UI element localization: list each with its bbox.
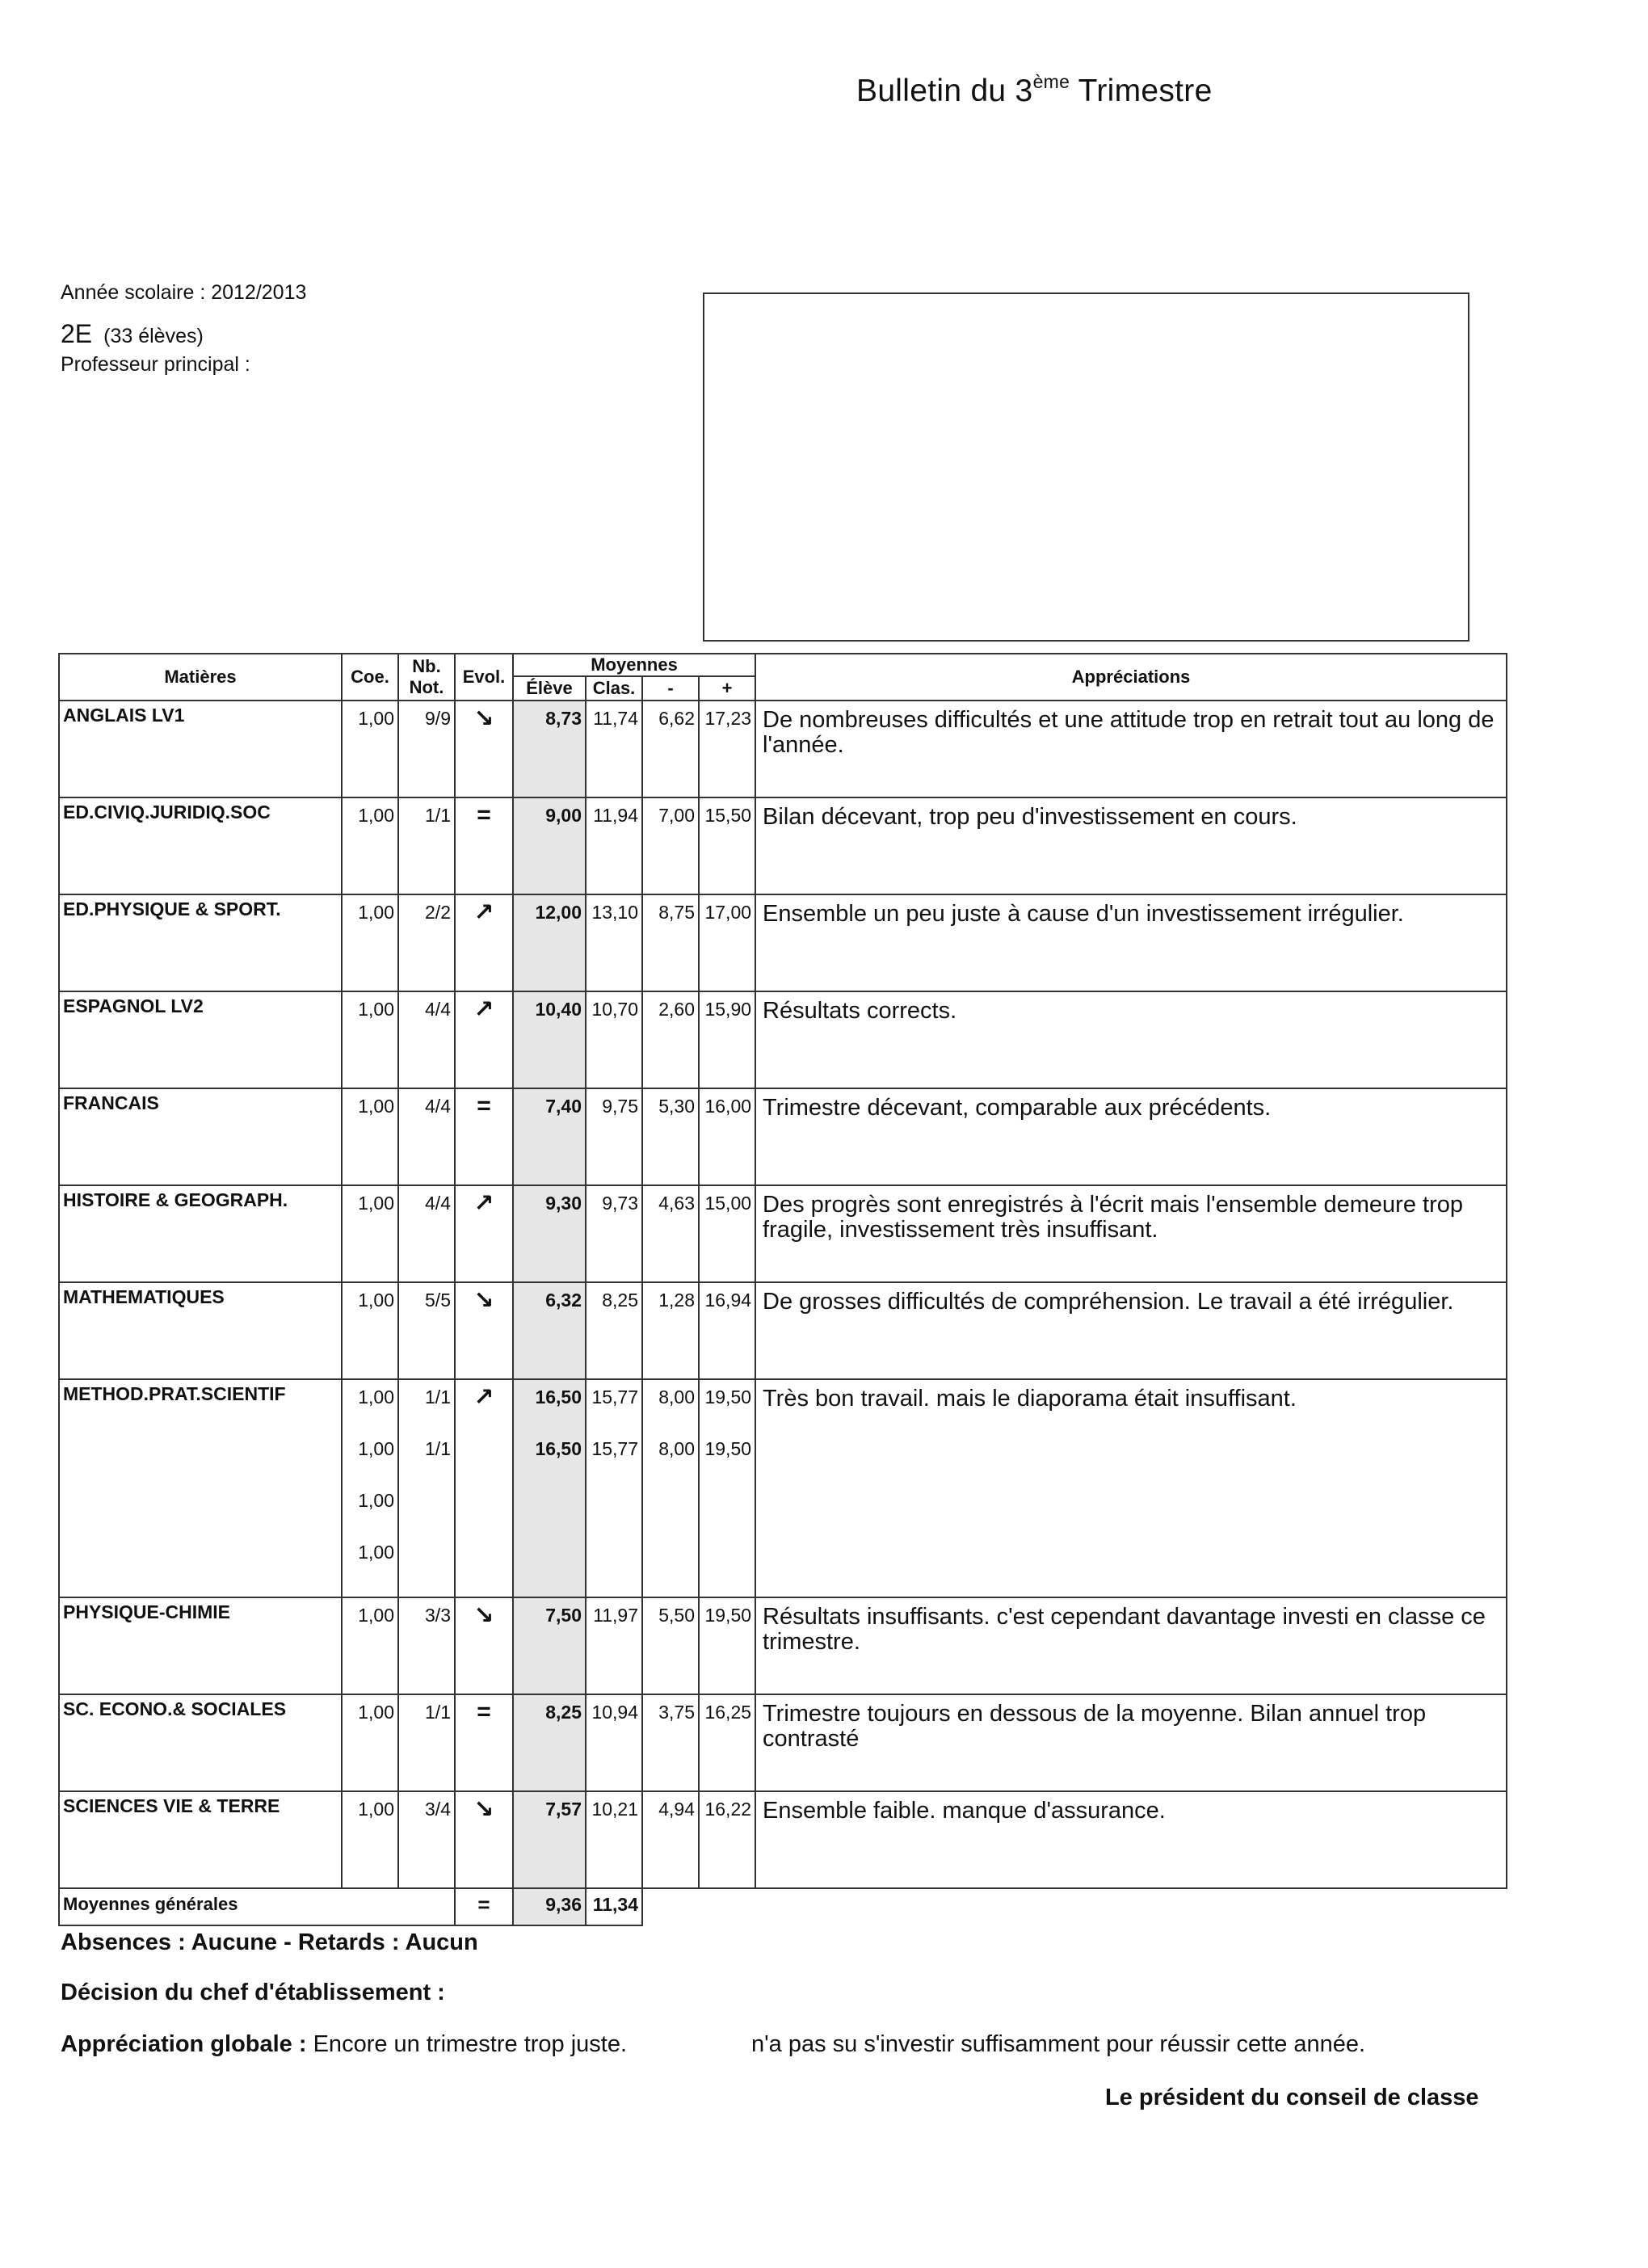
appreciation-text: Des progrès sont enregistrés à l'écrit mais l'ensemble demeure trop fragile, investissement très insuffisant. — [755, 1185, 1507, 1282]
appreciation-text: Trimestre décevant, comparable aux précédents. — [755, 1088, 1507, 1185]
evolution-icon: ↗ — [455, 1185, 513, 1282]
max-cell — [699, 1379, 755, 1597]
max-cell-extra-value: 19,50 — [704, 1438, 752, 1459]
min-cell-value: 4,94 — [658, 1799, 695, 1820]
min-cell — [642, 1185, 699, 1282]
evolution-icon: ↘ — [455, 1791, 513, 1888]
clas-cell-value: 10,21 — [591, 1799, 638, 1820]
eleve-cell — [513, 1791, 586, 1888]
appreciation-text: Ensemble un peu juste à cause d'un investissement irrégulier. — [755, 894, 1507, 991]
coe-cell-extra-value: 1,00 — [358, 1542, 394, 1563]
coe-cell — [342, 1379, 398, 1597]
clas-cell-extra-value — [586, 1490, 638, 1512]
coe-cell — [342, 1282, 398, 1379]
subject-name: ED.CIVIQ.JURIDIQ.SOC — [59, 797, 342, 894]
eleve-cell-value: 16,50 — [535, 1386, 582, 1408]
appreciation-globale — [61, 2031, 1366, 2058]
nb-not-cell-value: 1/1 — [425, 1386, 451, 1408]
coe-cell-extra-value: 1,00 — [358, 1438, 394, 1459]
moyennes-generales-evol: = — [455, 1888, 513, 1925]
coe-cell — [342, 701, 398, 797]
clas-cell-value: 10,94 — [591, 1702, 638, 1723]
clas-cell-value: 11,74 — [593, 708, 638, 729]
coe-cell — [342, 1694, 398, 1791]
clas-cell-value: 10,70 — [591, 999, 638, 1020]
eleve-cell-value: 6,32 — [545, 1290, 582, 1311]
nb-not-cell-value: 2/2 — [425, 902, 451, 923]
classe-info — [61, 319, 204, 349]
appreciation-text: De nombreuses difficultés et une attitude trop en retrait tout au long de l'année. — [755, 701, 1507, 797]
clas-cell-extra-value: 15,77 — [591, 1438, 638, 1459]
min-cell — [642, 1379, 699, 1597]
classe-effectif: (33 élèves) — [103, 325, 204, 347]
min-cell — [642, 991, 699, 1088]
eleve-cell-extra-value — [514, 1490, 582, 1512]
table-row — [59, 1282, 1507, 1379]
min-cell — [642, 797, 699, 894]
nb-not-cell-extra-value: 1/1 — [425, 1438, 451, 1459]
min-cell — [642, 1694, 699, 1791]
nb-not-cell-value: 3/3 — [425, 1605, 451, 1626]
max-cell-value: 17,23 — [704, 708, 752, 729]
coe-cell-value: 1,00 — [358, 1290, 394, 1311]
subject-name: ESPAGNOL LV2 — [59, 991, 342, 1088]
clas-cell-value: 15,77 — [591, 1386, 638, 1408]
evolution-icon: = — [455, 797, 513, 894]
appreciation-globale-label: Appréciation globale : — [61, 2031, 307, 2057]
coe-cell-value: 1,00 — [358, 1605, 394, 1626]
appreciation-text: Résultats insuffisants. c'est cependant davantage investi en classe ce trimestre. — [755, 1597, 1507, 1694]
eleve-cell-value: 10,40 — [535, 999, 582, 1020]
evolution-icon: ↘ — [455, 1282, 513, 1379]
min-cell-extra-value: 8,00 — [658, 1438, 695, 1459]
max-cell-value: 15,50 — [704, 805, 752, 826]
coe-cell — [342, 1185, 398, 1282]
appreciation-text: Résultats corrects. — [755, 991, 1507, 1088]
eleve-cell — [513, 701, 586, 797]
max-cell — [699, 701, 755, 797]
eleve-cell — [513, 1694, 586, 1791]
eleve-cell-extra-value — [514, 1542, 582, 1563]
max-cell-value: 15,90 — [704, 999, 752, 1020]
max-cell — [699, 991, 755, 1088]
nb-not-cell — [398, 701, 455, 797]
nb-not-cell — [398, 1379, 455, 1597]
evolution-icon: ↗ — [455, 894, 513, 991]
min-cell — [642, 1088, 699, 1185]
coe-cell — [342, 991, 398, 1088]
appreciation-text: Bilan décevant, trop peu d'investissement en cours. — [755, 797, 1507, 894]
eleve-cell-value: 8,25 — [545, 1702, 582, 1723]
header-clas: Clas. — [586, 676, 642, 701]
min-cell-value: 7,00 — [658, 805, 695, 826]
max-cell-value: 16,00 — [704, 1096, 752, 1117]
min-cell-extra-value — [643, 1542, 695, 1563]
header-max: + — [699, 676, 755, 701]
nb-not-cell-value: 3/4 — [425, 1799, 451, 1820]
max-cell-value: 16,22 — [704, 1799, 752, 1820]
subject-name: ANGLAIS LV1 — [59, 701, 342, 797]
header-nb-not: Nb. Not. — [398, 654, 455, 701]
clas-cell-value: 8,25 — [602, 1290, 638, 1311]
coe-cell-value: 1,00 — [358, 1386, 394, 1408]
subject-name: SCIENCES VIE & TERRE — [59, 1791, 342, 1888]
subject-name: FRANCAIS — [59, 1088, 342, 1185]
table-row — [59, 1694, 1507, 1791]
nb-not-cell-value: 5/5 — [425, 1290, 451, 1311]
nb-not-cell-value: 4/4 — [425, 1096, 451, 1117]
clas-cell-extra-value — [586, 1542, 638, 1563]
nb-not-cell-value: 1/1 — [425, 805, 451, 826]
max-cell — [699, 894, 755, 991]
appreciation-text: De grosses difficultés de compréhension. Le travail a été irrégulier. — [755, 1282, 1507, 1379]
eleve-cell — [513, 1597, 586, 1694]
nb-not-cell — [398, 1185, 455, 1282]
clas-cell — [586, 701, 642, 797]
nb-not-cell — [398, 1791, 455, 1888]
absences-retards: Absences : Aucune - Retards : Aucun — [61, 1929, 478, 1955]
table-row — [59, 1379, 1507, 1597]
professeur-principal: Professeur principal : — [61, 353, 250, 376]
eleve-cell — [513, 1088, 586, 1185]
evolution-icon: = — [455, 1088, 513, 1185]
coe-cell-value: 1,00 — [358, 1702, 394, 1723]
min-cell-value: 8,00 — [658, 1386, 695, 1408]
appreciation-text: Ensemble faible. manque d'assurance. — [755, 1791, 1507, 1888]
appreciation-globale-text1: Encore un trimestre trop juste. — [313, 2031, 628, 2057]
coe-cell — [342, 1597, 398, 1694]
min-cell — [642, 1791, 699, 1888]
min-cell-extra-value — [643, 1490, 695, 1512]
subject-name: ED.PHYSIQUE & SPORT. — [59, 894, 342, 991]
coe-cell-value: 1,00 — [358, 708, 394, 729]
table-row — [59, 701, 1507, 797]
eleve-cell — [513, 797, 586, 894]
eleve-cell-value: 9,30 — [545, 1193, 582, 1214]
max-cell-extra-value — [700, 1490, 751, 1512]
appreciation-text: Trimestre toujours en dessous de la moyenne. Bilan annuel trop contrasté — [755, 1694, 1507, 1791]
header-matieres: Matières — [59, 654, 342, 701]
coe-cell-value: 1,00 — [358, 1799, 394, 1820]
coe-cell — [342, 797, 398, 894]
eleve-cell — [513, 991, 586, 1088]
annee-scolaire: Année scolaire : 2012/2013 — [61, 281, 307, 304]
nb-not-cell — [398, 991, 455, 1088]
nb-not-cell-value: 4/4 — [425, 999, 451, 1020]
max-cell — [699, 797, 755, 894]
clas-cell — [586, 1379, 642, 1597]
header-eleve: Élève — [513, 676, 586, 701]
moyennes-generales-eleve: 9,36 — [513, 1888, 586, 1925]
table-row — [59, 894, 1507, 991]
min-cell — [642, 1597, 699, 1694]
coe-cell-value: 1,00 — [358, 902, 394, 923]
table-row — [59, 797, 1507, 894]
max-cell — [699, 1694, 755, 1791]
min-cell-value: 5,30 — [658, 1096, 695, 1117]
coe-cell-value: 1,00 — [358, 1193, 394, 1214]
eleve-cell-value: 7,40 — [545, 1096, 582, 1117]
header-appreciations: Appréciations — [755, 654, 1507, 701]
max-cell — [699, 1088, 755, 1185]
clas-cell — [586, 1185, 642, 1282]
moyennes-generales-label: Moyennes générales — [59, 1888, 455, 1925]
min-cell-value: 6,62 — [658, 708, 695, 729]
coe-cell-value: 1,00 — [358, 1096, 394, 1117]
nb-not-cell — [398, 1597, 455, 1694]
subject-name: PHYSIQUE-CHIMIE — [59, 1597, 342, 1694]
table-row — [59, 1791, 1507, 1888]
subject-name: SC. ECONO.& SOCIALES — [59, 1694, 342, 1791]
clas-cell-value: 9,75 — [602, 1096, 638, 1117]
evolution-icon: ↘ — [455, 701, 513, 797]
header-coe: Coe. — [342, 654, 398, 701]
clas-cell — [586, 1282, 642, 1379]
header-evol: Evol. — [455, 654, 513, 701]
coe-cell-value: 1,00 — [358, 805, 394, 826]
appreciation-globale-text2: n'a pas su s'investir suffisamment pour réussir cette année. — [751, 2031, 1366, 2057]
table-row — [59, 1088, 1507, 1185]
min-cell-value: 2,60 — [658, 999, 695, 1020]
coe-cell — [342, 894, 398, 991]
clas-cell-value: 9,73 — [602, 1193, 638, 1214]
min-cell-value: 4,63 — [658, 1193, 695, 1214]
coe-cell-extra-value: 1,00 — [358, 1490, 394, 1511]
max-cell-value: 15,00 — [704, 1193, 752, 1214]
nb-not-cell — [398, 797, 455, 894]
nb-not-cell-value: 1/1 — [425, 1702, 451, 1723]
nb-not-cell-value: 9/9 — [425, 708, 451, 729]
eleve-cell-value: 7,57 — [545, 1799, 582, 1820]
eleve-cell — [513, 1379, 586, 1597]
nb-not-cell-value: 4/4 — [425, 1193, 451, 1214]
min-cell — [642, 894, 699, 991]
eleve-cell — [513, 1282, 586, 1379]
header-moyennes: Moyennes — [513, 654, 755, 676]
min-cell-value: 8,75 — [658, 902, 695, 923]
coe-cell — [342, 1791, 398, 1888]
table-row — [59, 1597, 1507, 1694]
eleve-cell — [513, 1185, 586, 1282]
table-row — [59, 1185, 1507, 1282]
photo-box — [703, 292, 1469, 642]
subject-name: HISTOIRE & GEOGRAPH. — [59, 1185, 342, 1282]
max-cell-value: 16,25 — [704, 1702, 752, 1723]
nb-not-cell — [398, 1088, 455, 1185]
coe-cell — [342, 1088, 398, 1185]
clas-cell — [586, 797, 642, 894]
max-cell-value: 17,00 — [704, 902, 752, 923]
page-title: Bulletin du 3ème Trimestre — [856, 71, 1213, 108]
clas-cell — [586, 991, 642, 1088]
header-min: - — [642, 676, 699, 701]
nb-not-cell — [398, 894, 455, 991]
coe-cell-value: 1,00 — [358, 999, 394, 1020]
min-cell-value: 1,28 — [658, 1290, 695, 1311]
max-cell — [699, 1282, 755, 1379]
clas-cell — [586, 1694, 642, 1791]
president-conseil: Le président du conseil de classe — [1105, 2085, 1479, 2110]
grades-table — [58, 653, 1507, 1926]
min-cell — [642, 1282, 699, 1379]
eleve-cell-value: 9,00 — [545, 805, 582, 826]
moyennes-generales-clas: 11,34 — [586, 1888, 642, 1925]
min-cell — [642, 701, 699, 797]
evolution-icon: ↗ — [455, 1379, 513, 1597]
max-cell — [699, 1597, 755, 1694]
max-cell-value: 19,50 — [704, 1605, 752, 1626]
min-cell-value: 5,50 — [658, 1605, 695, 1626]
clas-cell — [586, 1791, 642, 1888]
nb-not-cell — [398, 1282, 455, 1379]
clas-cell-value: 11,94 — [593, 805, 638, 826]
decision-chef: Décision du chef d'établissement : — [61, 1980, 445, 2005]
max-cell-extra-value — [700, 1542, 751, 1563]
eleve-cell-extra-value: 16,50 — [535, 1438, 582, 1459]
max-cell — [699, 1185, 755, 1282]
clas-cell-value: 11,97 — [593, 1605, 638, 1626]
subject-name: METHOD.PRAT.SCIENTIF — [59, 1379, 342, 1597]
clas-cell — [586, 1597, 642, 1694]
clas-cell — [586, 1088, 642, 1185]
appreciation-text: Très bon travail. mais le diaporama était insuffisant. — [755, 1379, 1507, 1597]
max-cell-value: 19,50 — [704, 1386, 752, 1408]
classe-code: 2E — [61, 319, 93, 348]
eleve-cell — [513, 894, 586, 991]
moyennes-generales-row — [59, 1888, 1507, 1925]
min-cell-value: 3,75 — [658, 1702, 695, 1723]
eleve-cell-value: 8,73 — [545, 708, 582, 729]
eleve-cell-value: 7,50 — [545, 1605, 582, 1626]
clas-cell — [586, 894, 642, 991]
evolution-icon: ↘ — [455, 1597, 513, 1694]
max-cell — [699, 1791, 755, 1888]
max-cell-value: 16,94 — [704, 1290, 752, 1311]
clas-cell-value: 13,10 — [591, 902, 638, 923]
subject-name: MATHEMATIQUES — [59, 1282, 342, 1379]
evolution-icon: ↗ — [455, 991, 513, 1088]
evolution-icon: = — [455, 1694, 513, 1791]
eleve-cell-value: 12,00 — [535, 902, 582, 923]
nb-not-cell — [398, 1694, 455, 1791]
table-row — [59, 991, 1507, 1088]
